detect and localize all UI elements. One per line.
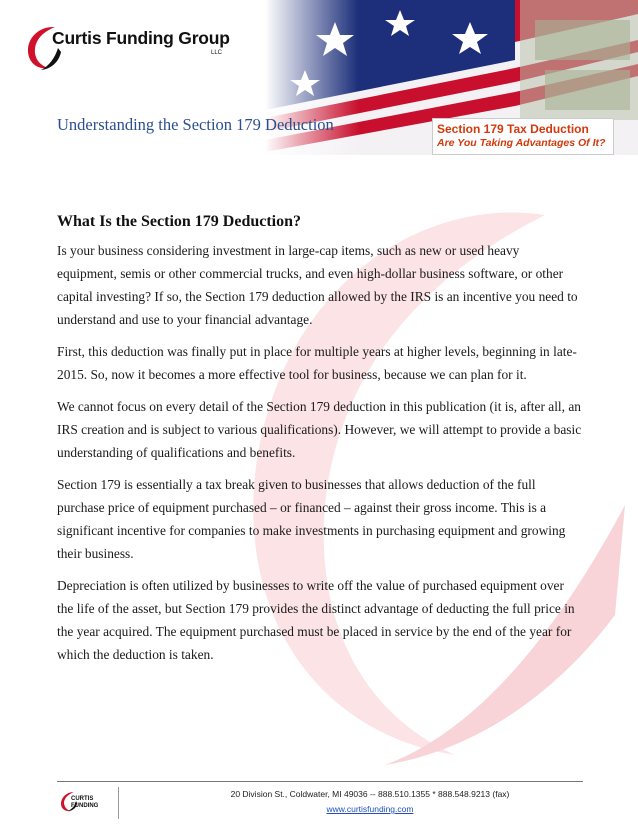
footer-website-link[interactable]: www.curtisfunding.com: [326, 804, 414, 814]
paragraph-5: Depreciation is often utilized by businesses to write off the value of purchased equipment over the life of the asset, but Section 179 provides the distinct advantage of deducting the full price in the year acquired. The equipment purchased must be placed in service by the end of the year for which the deduction is taken.: [57, 578, 575, 662]
paragraph-3: We cannot focus on every detail of the Section 179 deduction in this publication (it is, after all, an IRS creation and is subject to various qualifications). However, we will attempt to provide a basic understanding of qualifications and benefits.: [57, 399, 582, 460]
company-logo: [25, 20, 255, 75]
footer-logo-line2: FUNDING: [71, 803, 99, 809]
footer-logo: [60, 786, 115, 820]
section-heading: What Is the Section 179 Deduction?: [57, 213, 302, 230]
company-name: Curtis Funding Group: [52, 28, 230, 48]
footer-divider: [118, 787, 119, 819]
page-title: Understanding the Section 179 Deduction: [57, 115, 334, 134]
banner-caption: [432, 118, 614, 155]
footer-address: 20 Division St., Coldwater, MI 49036 -- 888.510.1355 * 888.548.9213 (fax): [230, 789, 510, 799]
paragraph-4: Section 179 is essentially a tax break given to businesses that allows deduction of the full purchase price of equipment purchased – or financed – against their gross income. This is a significant incentive for companies to make investments in purchasing equipment and growing their business.: [57, 477, 566, 561]
logo-swoosh-icon: [25, 22, 65, 72]
document-body: [57, 213, 582, 675]
company-suffix: LLC: [211, 50, 223, 56]
banner-subheadline: Are You Taking Advantages Of It?: [437, 137, 606, 149]
banner-headline: Section 179 Tax Deduction: [437, 122, 589, 136]
paragraph-1: Is your business considering investment in large-cap items, such as new or used heavy equipment, semis or other commercial trucks, and even high-dollar business software, or other capital investing? If so, the Section 179 deduction allowed by the IRS is an incentive you need to understand and use to your financial advantage.: [57, 243, 578, 327]
paragraph-2: First, this deduction was finally put in place for multiple years at higher levels, beginning in late-2015. So, now it becomes a more effective tool for business, because we can plan for it.: [57, 344, 577, 382]
footer-logo-line1: CURTIS: [71, 796, 94, 802]
footer-rule: [57, 781, 583, 782]
